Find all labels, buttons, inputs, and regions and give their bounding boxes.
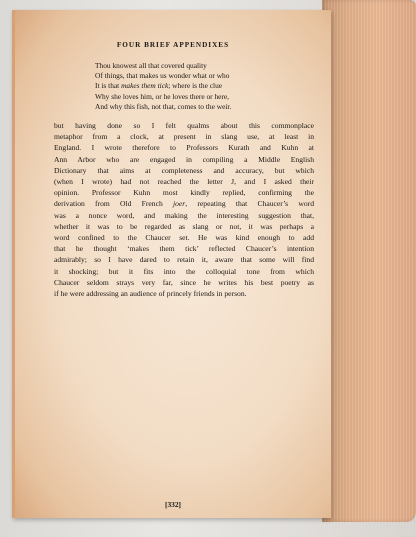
- text-line: but having done so I felt qualms about this commonplace: [54, 121, 314, 130]
- verse-quotation: [95, 61, 231, 112]
- verse-line: It is that makes them tick; where is the clue: [95, 81, 223, 91]
- text-line: opinion. Professor Kuhn most kindly replied, confirming the: [54, 188, 314, 198]
- text-line: whether it was to be regarded as slang or not, it was perhaps a: [54, 221, 314, 231]
- verse-line: Thou knowest all that covered quality: [95, 61, 207, 70]
- text-line: admirably; so I have dared to retain it, aware that some will find: [54, 255, 314, 265]
- body-paragraph: [54, 120, 314, 299]
- text-line: it shocking; but it fits into the colloquial tone from which: [54, 266, 314, 276]
- verse-line: Why she loves him, or he loves there or here,: [95, 91, 230, 101]
- page-edges: [322, 0, 416, 522]
- running-header: FOUR BRIEF APPENDIXES: [116, 41, 230, 49]
- text-line: metaphor from a clock, at present in slang use, at least in: [54, 132, 314, 142]
- verse-line: Of things, that makes us wonder what or who: [95, 71, 230, 81]
- text-line: that he thought ‘makes them tick’ reflected Chaucer’s intention: [54, 244, 314, 254]
- page-number: [332]: [164, 500, 181, 509]
- text-line: Dictionary that aims at completeness and accuracy, but which: [54, 165, 314, 175]
- text-line: derivation from Old French joer, repeating that Chaucer’s word: [54, 199, 314, 209]
- text-line: word confined to the Chaucer set. He was kind enough to add: [54, 233, 314, 243]
- text-line: was a nonce word, and making the interesting suggestion that,: [54, 210, 314, 220]
- text-line: (when I wrote) had not reached the letter J, and I asked their: [54, 177, 314, 187]
- book-page: [12, 10, 331, 518]
- text-line: England. I wrote therefore to Professors Kurath and Kuhn at: [54, 143, 314, 153]
- verse-line: And why this fish, not that, comes to the weir.: [95, 101, 232, 111]
- text-line: Chaucer seldom strays very far, since he writes his best poetry as: [54, 277, 314, 287]
- text-line: if he were addressing an audience of princely friends in person.: [54, 289, 247, 299]
- text-line: Ann Arbor who are engaged in compiling a Middle English: [54, 154, 314, 164]
